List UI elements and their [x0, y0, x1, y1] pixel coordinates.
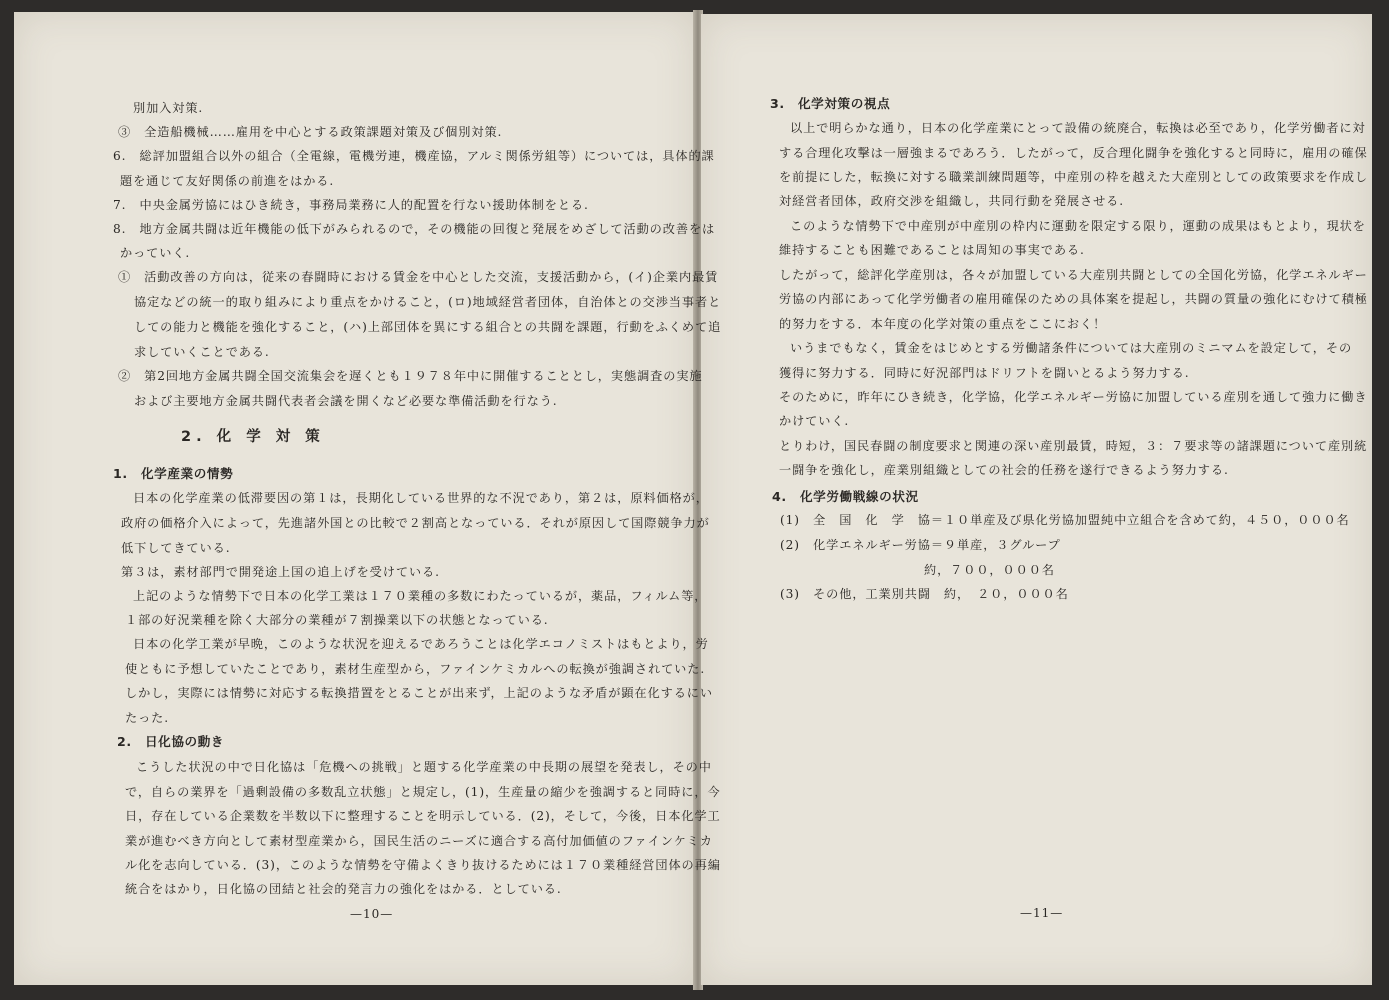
body-line: いうまでもなく，賃金をはじめとする労働諸条件については大産別のミニマムを設定して，その: [790, 341, 1353, 355]
body-line: かけていく.: [779, 414, 850, 428]
body-line: こうした状況の中で日化協は「危機への挑戦」と題する化学産業の中長期の展望を発表し，その中: [136, 760, 712, 774]
body-line: 求していくことである.: [134, 345, 270, 359]
body-line: 日本の化学産業の低滞要因の第１は，長期化している世界的な不況であり，第２は，原料価格が，: [133, 491, 709, 505]
body-line: たった.: [125, 711, 170, 725]
list-item: ① 活動改善の方向は，従来の春闘時における賃金を中心とした交流，支援活動から，(イ)企業内最賃: [118, 270, 719, 284]
body-line: １部の好況業種を除く大部分の業種が７割操業以下の状態となっている.: [125, 613, 549, 627]
body-line: ル化を志向している．(3)，このような情勢を守備よくきり抜けるためには１７０業種経営団体の再編: [125, 858, 721, 872]
body-line: および主要地方金属共闘代表者会議を開くなど必要な準備活動を行なう.: [134, 394, 558, 408]
body-line: 統合をはかり，日化協の団結と社会的発言力の強化をはかる．としている.: [125, 882, 562, 896]
body-line: このような情勢下で中産別が中産別の枠内に運動を限定する限り，運動の成果はもとより，現状を: [790, 219, 1366, 233]
page-number: —10—: [350, 907, 394, 921]
list-item: 8. 地方金属共闘は近年機能の低下がみられるので，その機能の回復と発展をめざして活動の改善をは: [113, 222, 716, 236]
body-line: 日，存在している企業数を半数以下に整理することを明示している．(2)，そして，今後，日本化学工: [125, 809, 721, 823]
body-line: 上記のような情勢下で日本の化学工業は１７０業種の多数にわたっているが，薬品，フィルム等，: [133, 589, 708, 603]
body-line: しかし，実際には情勢に対応する転換措置をとることが出来ず，上記のような矛盾が顕在化するにい: [125, 686, 713, 700]
list-item: 7. 中央金属労協にはひき続き，事務局業務に人的配置を行ない援助体制をとる.: [113, 198, 589, 212]
list-item: (2) 化学エネルギー労協＝９単産，３グループ: [780, 538, 1061, 552]
list-item: ② 第2回地方金属共闘全国交流集会を遅くとも１９７８年中に開催することとし，実態調査の実施: [118, 369, 703, 383]
body-line: 維持することも困難であることは周知の事実である.: [779, 243, 1085, 257]
list-item: 6. 総評加盟組合以外の組合（全電線，電機労連，機産協，アルミ関係労組等）については，具体的課: [113, 149, 715, 163]
body-line: 一闘争を強化し，産業別組織としての社会的任務を遂行できるよう努力する.: [779, 463, 1229, 477]
body-line: 対経営者団体，政府交渉を組織し，共同行動を発展させる.: [779, 194, 1125, 208]
list-item: (3) その他，工業別共闘 約， ２０，０００名: [780, 587, 1069, 601]
body-line: 政府の価格介入によって，先進諸外国との比較で２割高となっている．それが原因して国際競争力が: [121, 516, 710, 530]
subsection-heading: 4. 化学労働戦線の状況: [772, 489, 919, 504]
body-line: 日本の化学工業が早晩，このような状況を迎えるであろうことは化学エコノミストはもとより，労: [133, 637, 709, 651]
body-line: で，自らの業界を「過剰設備の多数乱立状態」と規定し，(1)，生産量の縮少を強調すると同時に，今: [125, 785, 721, 799]
body-line: 協定などの統一的取り組みにより重点をかけること，(ロ)地域経営者団体，自治体との交渉当事者と: [134, 295, 722, 309]
list-item-continuation: 約，７００，０００名: [924, 563, 1055, 577]
body-line: 業が進むべき方向として素材型産業から，国民生活のニーズに適合する高付加価値のファインケミカ: [125, 834, 713, 848]
body-line: したがって，総評化学産別は，各々が加盟している大産別共闘としての全国化労協，化学エネルギー: [779, 268, 1368, 282]
body-line: 別加入対策.: [133, 101, 204, 115]
subsection-heading: 1. 化学産業の情勢: [113, 466, 234, 481]
body-line: 的努力をする．本年度の化学対策の重点をここにおく！: [779, 317, 1107, 331]
body-line: 第３は，素材部門で開発途上国の追上げを受けている.: [121, 565, 440, 579]
body-line: かっていく.: [120, 246, 191, 260]
body-line: する合理化攻撃は一層強まるであろう．したがって，反合理化闘争を強化すると同時に，雇用の確保: [779, 146, 1368, 160]
subsection-heading: 2. 日化協の動き: [117, 734, 225, 749]
body-line: とりわけ，国民春闘の制度要求と関連の深い産別最賃，時短，３：７要求等の諸課題について産別統: [779, 439, 1368, 453]
body-line: 題を通じて友好関係の前進をはかる.: [120, 174, 335, 188]
list-item: (1) 全 国 化 学 協＝１０単産及び県化労協加盟純中立組合を含めて約，４５０，０００名: [780, 513, 1350, 527]
body-line: そのために，昨年にひき続き，化学協，化学エネルギー労協に加盟している産別を通して強力に働き: [779, 390, 1368, 404]
body-line: 労協の内部にあって化学労働者の雇用確保のための具体案を提起し，共闘の質量の強化にむけて積極: [779, 292, 1368, 306]
section-title: 2. 化 学 対 策: [181, 429, 325, 445]
body-line: 獲得に努力する．同時に好況部門はドリフトを闘いとるよう努力する.: [779, 366, 1190, 380]
body-line: を前提にした，転換に対する職業訓練問題等，中産別の枠を越えた大産別としての政策要求を作成し: [779, 170, 1368, 184]
list-item: ③ 全造船機械……雇用を中心とする政策課題対策及び個別対策.: [118, 125, 503, 139]
subsection-heading: 3. 化学対策の視点: [770, 96, 891, 111]
body-line: 以上で明らかな通り，日本の化学産業にとって設備の統廃合，転換は必至であり，化学労働者に対: [790, 121, 1366, 135]
page-number: —11—: [1020, 906, 1064, 920]
body-line: 使ともに予想していたことであり，素材生産型から，ファインケミカルへの転換が強調されていた.: [125, 662, 706, 676]
body-line: しての能力と機能を強化すること，(ハ)上部団体を異にする組合との共闘を課題，行動をふくめて追: [134, 320, 722, 334]
body-line: 低下してきている.: [121, 541, 231, 555]
